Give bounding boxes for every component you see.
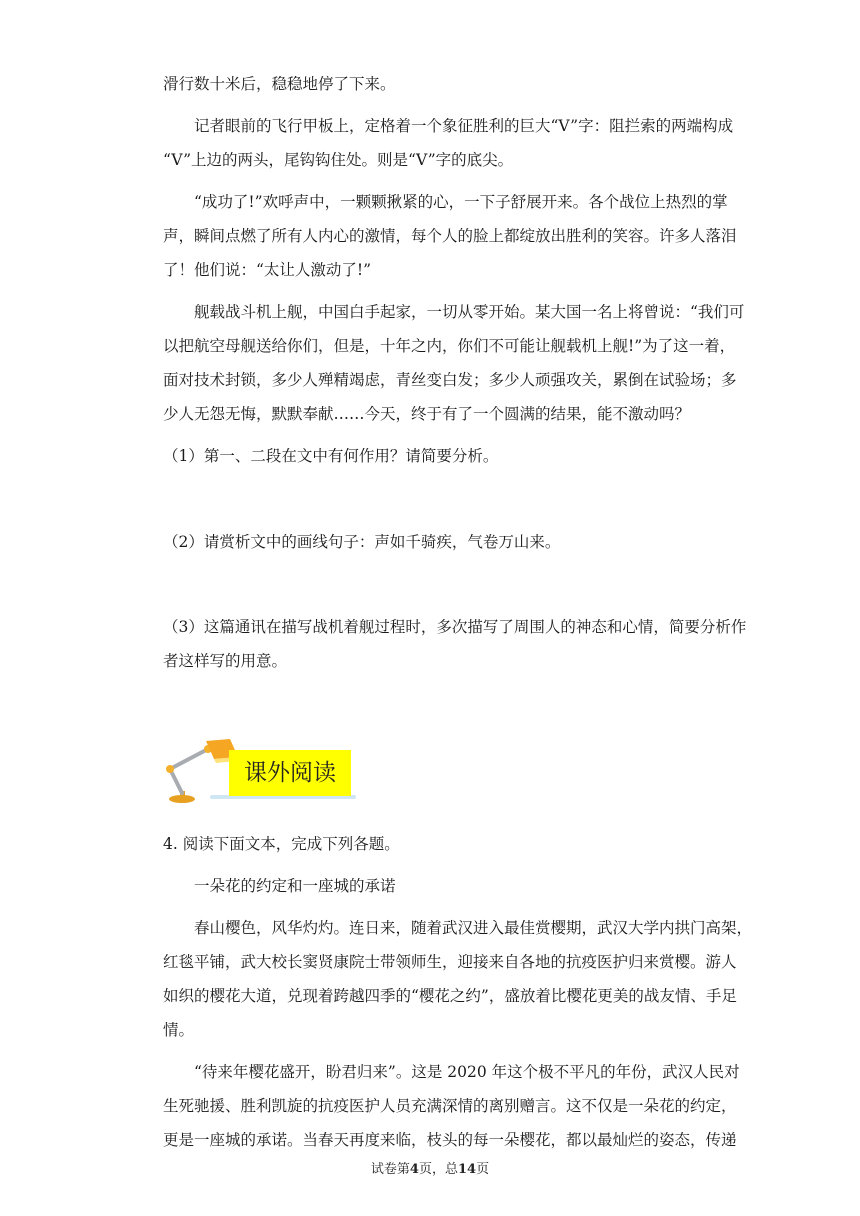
page-footer [0,1161,860,1179]
paragraph-line: “成功了!”欢呼声中，一颗颗揪紧的心，一下子舒展开来。各个战位上热烈的掌 [194,193,728,211]
paragraph-line: 如织的樱花大道，兑现着跨越四季的“樱花之约”，盛放着比樱花更美的战友情、手足 [163,987,737,1005]
footer-suffix: 页 [476,1162,490,1177]
paragraph-line: 声，瞬间点燃了所有人内心的激情，每个人的脸上都绽放出胜利的笑容。许多人落泪 [163,227,737,245]
question-3-cont: 者这样写的用意。 [163,652,288,670]
paragraph-line: 情。 [163,1021,195,1039]
paragraph-line: 更是一座城的承诺。当春天再度来临，枝头的每一朵樱花，都以最灿烂的姿态，传递 [163,1131,737,1149]
paragraph-line: 舰载战斗机上舰，中国白手起家，一切从零开始。某大国一名上将曾说：“我们可 [194,303,745,321]
paragraph-line: “V”上边的两头，尾钩钩住处。则是“V”字的底尖。 [163,151,514,169]
paragraph-line: 了！他们说：“太让人激动了!” [163,261,372,279]
footer-page: 4 [409,1162,419,1177]
paragraph-line: 春山樱色，风华灼灼。连日来，随着武汉进入最佳赏樱期，武汉大学内拱门高架， [194,919,753,937]
footer-middle: 页，总 [418,1162,458,1177]
paragraph-line: 生死驰援、胜利凯旋的抗疫医护人员充满深情的离别赠言。这不仅是一朵花的约定， [163,1097,737,1115]
paragraph-line: “待来年樱花盛开，盼君归来”。这是 2020 年这个极不平凡的年份，武汉人民对 [194,1063,740,1081]
paragraph-line: 以把航空母舰送给你们，但是，十年之内，你们不可能让舰载机上舰!”为了这一着， [163,337,736,355]
question-3: （3）这篇通讯在描写战机着舰过程时，多次描写了周围人的神态和心情，简要分析作 [163,618,747,636]
footer-prefix: 试卷第 [370,1162,410,1177]
question-2: （2）请赏析文中的画线句子：声如千骑疾，气卷万山来。 [163,533,561,551]
paragraph-line: 面对技术封锁，多少人殚精竭虑，青丝变白发；多少人顽强攻关，累倒在试验场；多 [163,371,737,389]
section-title: 课外阅读 [229,750,351,796]
paragraph-line: 滑行数十米后，稳稳地停了下来。 [163,75,396,93]
question-1: （1）第一、二段在文中有何作用？请简要分析。 [163,447,499,465]
paragraph-line: 红毯平铺，武大校长窦贤康院士带领师生，迎接来自各地的抗疫医护归来赏樱。游人 [163,953,737,971]
paragraph-line: 记者眼前的飞行甲板上，定格着一个象征胜利的巨大“V”字：阻拦索的两端构成 [194,117,734,135]
footer-total: 14 [457,1162,477,1177]
question-4-prompt: 4. 阅读下面文本，完成下列各题。 [163,835,400,853]
paragraph-line: 少人无怨无悔，默默奉献……今天，终于有了一个圆满的结果，能不激动吗？ [163,405,691,423]
article-title: 一朵花的约定和一座城的承诺 [194,877,396,895]
